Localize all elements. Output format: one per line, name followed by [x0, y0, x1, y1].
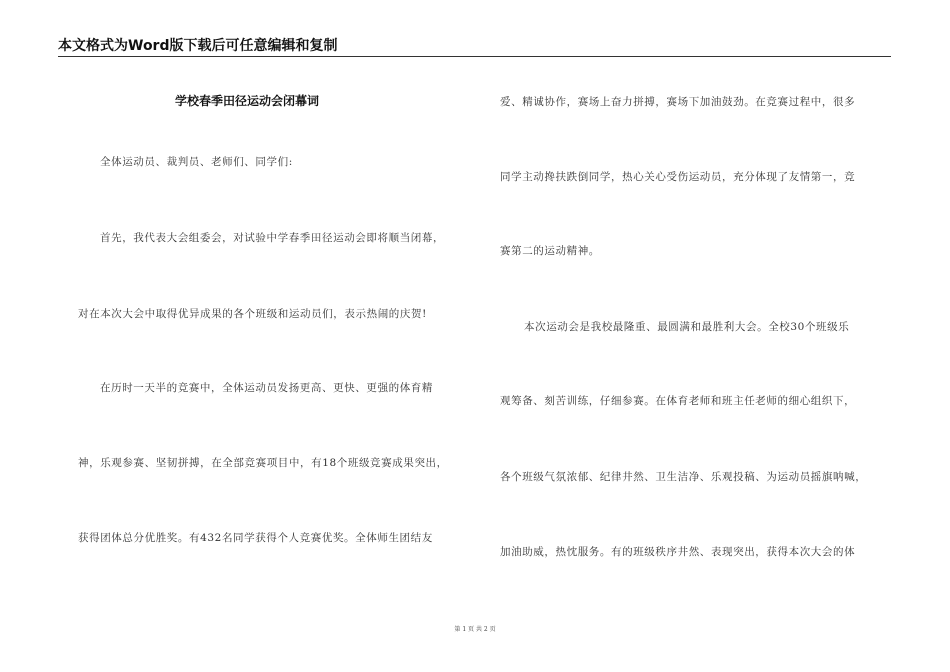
paragraph-line: 首先，我代表大会组委会，对试验中学春季田径运动会即将顺当闭幕， — [100, 232, 445, 244]
paragraph-line: 各个班级气氛浓郁、纪律井然、卫生洁净、乐观投稿、为运动员摇旗呐喊， — [500, 471, 867, 483]
paragraph-line: 在历时一天半的竞赛中，全体运动员发扬更高、更快、更强的体育精 — [100, 382, 433, 394]
document-header: 本文格式为Word版下载后可任意编辑和复制 — [58, 38, 338, 54]
paragraph-line: 对在本次大会中取得优异成果的各个班级和运动员们，表示热闹的庆贺! — [78, 308, 427, 320]
paragraph-line: 同学主动搀扶跌倒同学，热心关心受伤运动员，充分体现了友情第一，竞 — [500, 171, 856, 183]
paragraph-line: 全体运动员、裁判员、老师们、同学们: — [100, 156, 293, 168]
paragraph-line: 本次运动会是我校最隆重、最圆满和最胜利大会。全校30个班级乐 — [524, 321, 850, 333]
header-divider — [58, 56, 891, 57]
page-number: 第 1 页 共 2 页 — [454, 626, 496, 633]
paragraph-line: 观筹备、刻苦训练，仔细参赛。在体育老师和班主任老师的细心组织下， — [500, 395, 856, 407]
paragraph-line: 加油助威，热忱服务。有的班级秩序井然、表现突出，获得本次大会的体 — [500, 546, 856, 558]
paragraph-line: 获得团体总分优胜奖。有432名同学获得个人竞赛优奖。全体师生团结友 — [78, 532, 433, 544]
paragraph-line: 爱、精诚协作，赛场上奋力拼搏，赛场下加油鼓劲。在竞赛过程中，很多 — [500, 96, 856, 108]
paragraph-line: 赛第二的运动精神。 — [500, 245, 600, 257]
paragraph-line: 神，乐观参赛、坚韧拼搏，在全部竞赛项目中，有18个班级竞赛成果突出， — [78, 457, 448, 469]
document-title: 学校春季田径运动会闭幕词 — [175, 94, 320, 108]
